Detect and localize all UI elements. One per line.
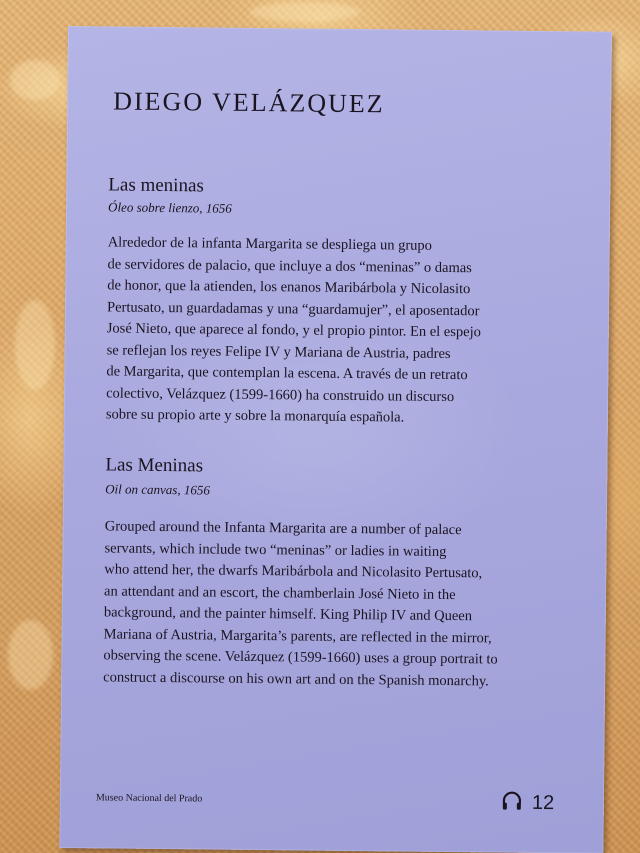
text-line: de Margarita, que contemplan la escena. A través de un retrato [106,363,468,384]
text-line: de servidores de palacio, que incluye a dos “meninas” o damas [107,255,472,276]
text-line: colectivo, Velázquez (1599-1660) ha construido un discurso [106,384,455,405]
text-line: Grouped around the Infanta Margarita are a number of palace [104,518,462,539]
wall-ornament [8,620,53,690]
wall-ornament [10,60,60,100]
text-line: de honor, que la atienden, los enanos Maribárbola y Nicolasito [107,277,471,298]
text-line: construct a discourse on his own art and on the Spanish monarchy. [103,668,489,689]
text-line: who attend her, the dwarfs Maribárbola and Nicolasito Pertusato, [104,561,483,582]
wall-ornament [250,2,360,22]
spanish-description [106,232,578,430]
text-line: Alrededor de la infanta Margarita se despliega un grupo [107,234,433,254]
english-description [103,516,575,693]
text-line: servants, which include two “meninas” or ladies in waiting [104,539,447,560]
text-line: José Nieto, que aparece al fondo, y el propio pintor. En el espejo [106,320,481,341]
text-line: an attendant and an escort, the chamberlain José Nieto in the [104,582,456,603]
museum-label-plaque [59,26,612,853]
text-line: Mariana of Austria, Margarita’s parents, are reflected in the mirror, [103,625,492,646]
text-line: se reflejan los reyes Felipe IV y Mariana de Austria, padres [106,341,451,362]
audio-guide-number: 12 [531,791,555,814]
english-title: Las Meninas [105,454,204,477]
artist-name: DIEGO VELÁZQUEZ [113,86,385,119]
headphones-icon [500,789,524,817]
audio-guide-marker [500,789,555,818]
museum-name: Museo Nacional del Prado [95,792,203,805]
spanish-subtitle: Óleo sobre lienzo, 1656 [108,199,232,216]
spanish-title: Las meninas [108,174,204,197]
text-line: Pertusato, un guardadamas y una “guardamujer”, el aposentador [106,298,480,319]
english-subtitle: Oil on canvas, 1656 [105,481,210,498]
text-line: observing the scene. Velázquez (1599-1660) uses a group portrait to [103,647,498,668]
text-line: background, and the painter himself. King Philip IV and Queen [103,604,473,625]
text-line: sobre su propio arte y sobre la monarquía española. [105,406,405,426]
wall-ornament [15,300,55,390]
